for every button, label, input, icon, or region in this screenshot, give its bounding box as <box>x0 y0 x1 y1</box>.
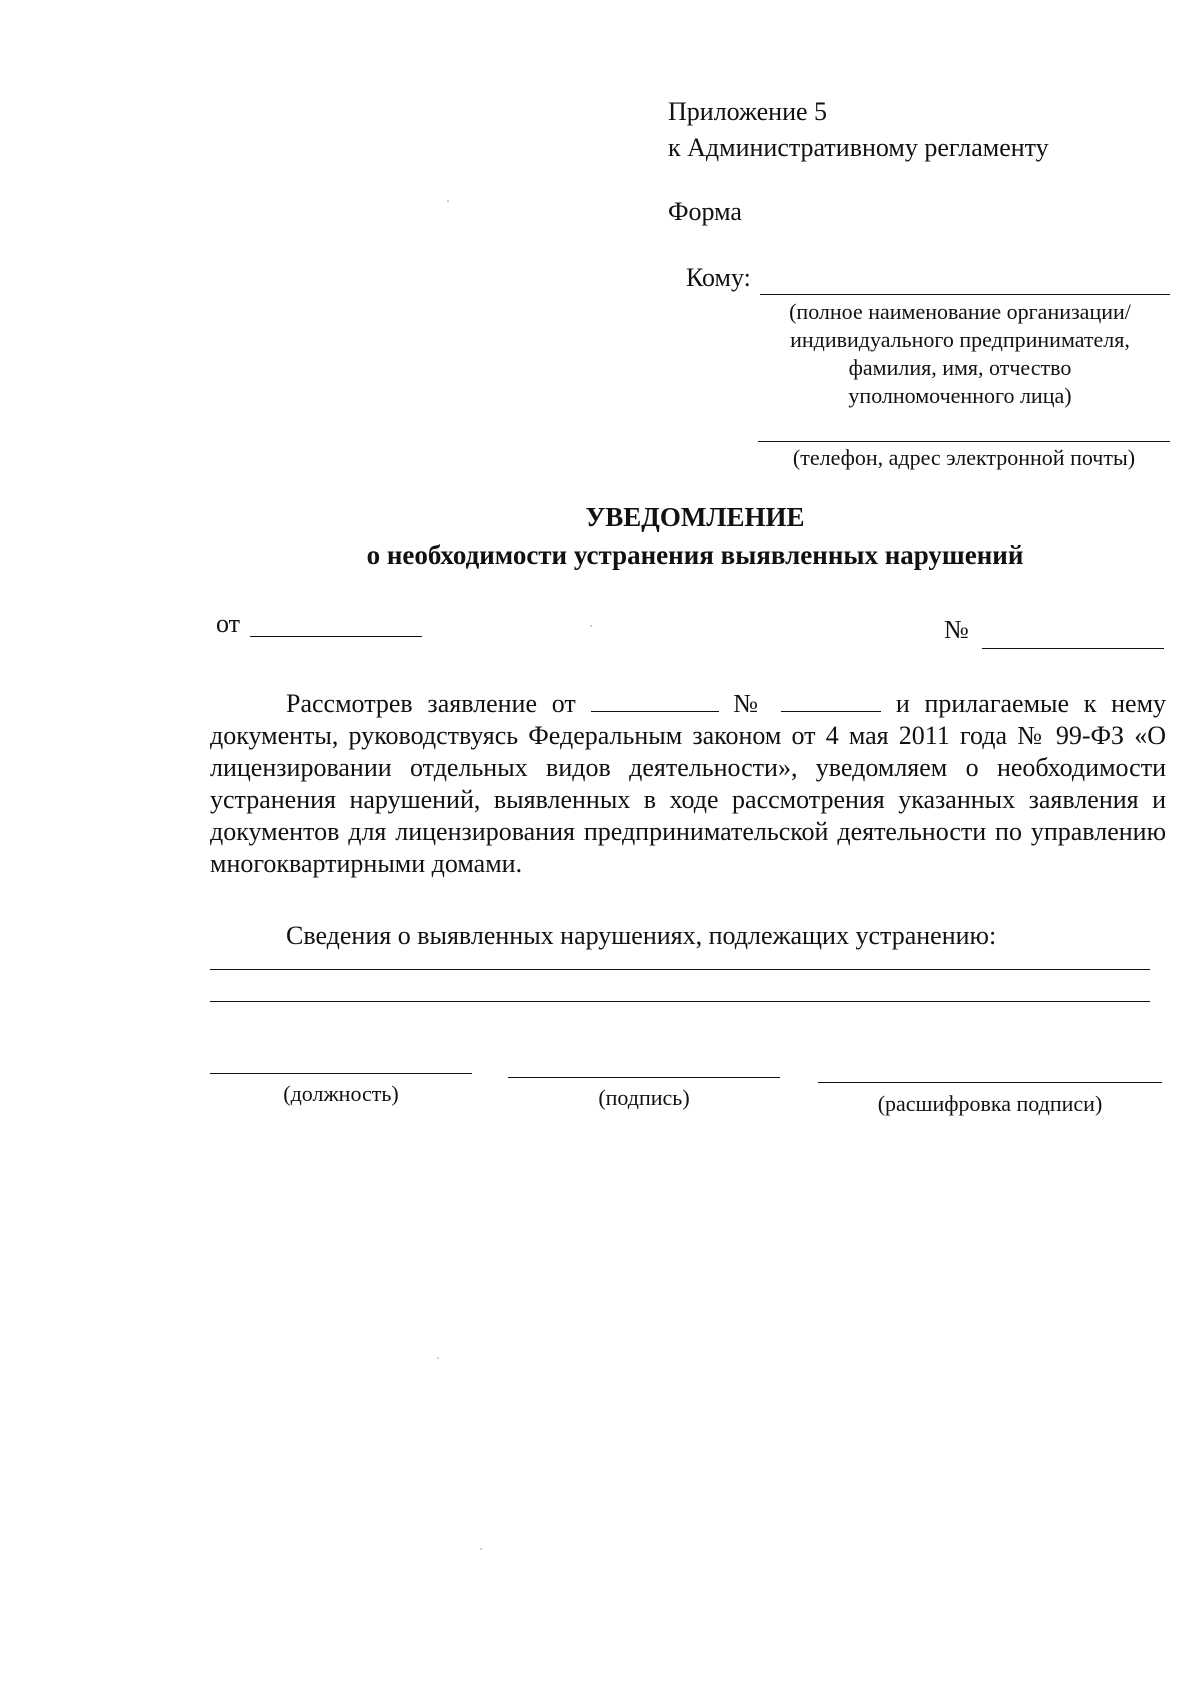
scan-speck <box>447 200 449 202</box>
application-date-field[interactable] <box>591 689 719 712</box>
signature-caption: (подпись) <box>598 1085 690 1110</box>
date-field[interactable] <box>250 636 422 637</box>
recipient-caption-line-4: уполномоченного лица) <box>848 383 1072 408</box>
violations-line-2[interactable] <box>210 1001 1150 1002</box>
position-caption: (должность) <box>283 1081 399 1106</box>
signature-decoding-field[interactable] <box>818 1082 1162 1083</box>
recipient-contacts-field[interactable] <box>758 441 1170 442</box>
paragraph-1-number-label: № <box>733 689 767 718</box>
paragraph-1-rest: и прилагаемые к нему документы, руководствуясь Федеральным законом от 4 мая 2011 года № 99-ФЗ «О лицензировании отдельных видов деятельности», уведомляем о необходимости устранения нарушений, выявленных в ходе рассмотрения указанных заявления и документов для лицензирования предпринимательской деятельности по управлению многоквартирными домами. <box>210 689 1167 878</box>
contacts-caption: (телефон, адрес электронной почты) <box>792 445 1136 470</box>
document-subtitle: о необходимости устранения выявленных нарушений <box>366 540 1024 570</box>
recipient-caption-line-1: (полное наименование организации/ <box>789 299 1131 324</box>
signature-decoding-caption: (расшифровка подписи) <box>877 1091 1103 1116</box>
regulation-reference: к Административному регламенту <box>668 133 1049 162</box>
paragraph-1-start: Рассмотрев заявление от <box>286 689 576 718</box>
form-label: Форма <box>668 197 742 226</box>
violations-line-1[interactable] <box>210 969 1150 970</box>
recipient-caption-line-2: индивидуального предпринимателя, <box>790 327 1130 352</box>
number-label: № <box>944 615 969 644</box>
scan-speck <box>437 1357 439 1359</box>
recipient-label: Кому: <box>686 263 751 292</box>
document-title: УВЕДОМЛЕНИЕ <box>585 502 805 532</box>
scan-speck <box>480 1548 482 1550</box>
signature-field[interactable] <box>508 1077 780 1078</box>
body-paragraph-1 <box>210 688 1166 880</box>
body-paragraph-2: Сведения о выявленных нарушениях, подлежащих устранению: <box>286 921 997 950</box>
recipient-caption-line-3: фамилия, имя, отчество <box>848 355 1072 380</box>
position-field[interactable] <box>210 1073 472 1074</box>
recipient-name-field[interactable] <box>760 294 1170 295</box>
appendix-number: Приложение 5 <box>668 97 828 126</box>
application-number-field[interactable] <box>781 689 881 712</box>
number-field[interactable] <box>982 648 1164 649</box>
date-label: от <box>216 609 241 638</box>
scan-speck <box>590 625 592 627</box>
